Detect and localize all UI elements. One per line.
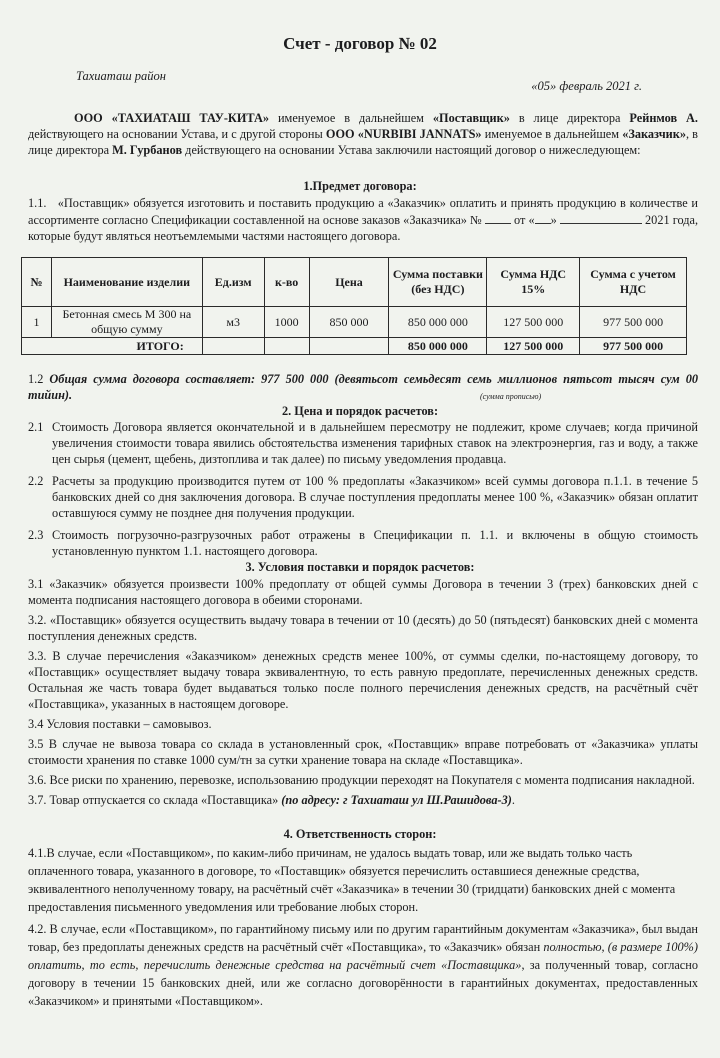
table-cell: м3	[202, 307, 264, 338]
col-header: Сумма с учетом НДС	[580, 258, 687, 307]
blank-month	[560, 211, 642, 224]
col-header: Ед.изм	[202, 258, 264, 307]
table-cell: 127 500 000	[487, 307, 580, 338]
section-4-heading: 4. Ответственность сторон:	[283, 827, 437, 841]
customer-name: ООО «NURBIBI JANNATS»	[325, 127, 482, 141]
table-cell: 850 000 000	[389, 307, 487, 338]
document-date: «05» февраль 2021 г.	[531, 79, 642, 93]
col-header: к-во	[264, 258, 309, 307]
col-header: Сумма НДС 15%	[487, 258, 580, 307]
col-header: Наименование изделии	[51, 258, 202, 307]
clause-1-1: 1.1. «Поставщик» обязуется изготовить и поставить продукцию а «Заказчик» оплатить и принять продукцию в количестве и ассортименте согласно Спецификации составленной на основе заказов «Заказчика» № от « » 2021 года, которые будут являться неотъемлемыми частями настоящего договора.	[28, 196, 699, 243]
clause-3-3: 3.3. В случае перечисления «Заказчиком» денежных средств менее 100%, от суммы сделки, по-настоящему договору, то «Поставщик» осуществляет выдачу товара эквивалентную, то есть равную предоплате, перечисленных денежных средств. Остальная же часть товара будет выдаваться только после полного перечисления денежных средств, на расчётный счёт «Поставщика», указанных в настоящем договоре.	[28, 649, 698, 711]
table-cell: 1000	[264, 307, 309, 338]
col-header: Сумма поставки (без НДС)	[389, 258, 487, 307]
table-cell: 850 000	[309, 307, 389, 338]
supplier-name: ООО «ТАХИАТАШ ТАУ-КИТА»	[74, 111, 270, 125]
col-header: №	[22, 258, 52, 307]
col-header: Цена	[309, 258, 389, 307]
amount-hint: (сумма прописью)	[480, 392, 542, 401]
specification-table	[21, 257, 687, 355]
section-2-heading: 2. Цена и порядок расчетов:	[281, 404, 439, 418]
section-3-heading: 3. Условия поставки и порядок расчетов:	[245, 560, 475, 574]
total-label: ИТОГО:	[22, 338, 203, 355]
customer-role: «Заказчик»	[622, 127, 686, 141]
table-row	[22, 307, 687, 338]
clause-4-1: 4.1.В случае, если «Поставщиком», по каким-либо причинам, не удалось выдать товар, или же выдать только часть оплаченного товара, указанного в договоре, то «Поставщик» обязуется перечислить оставшиеся денежные средства, эквивалентного неполученному товару, на расчётный счёт «Заказчика» в течении 30 (тридцати) банковских дней с момента предоставления письменного уведомления или требование любых сторон.	[28, 846, 676, 914]
blank-day	[535, 211, 551, 224]
blank-spec-number	[485, 211, 511, 224]
table-header-row	[22, 258, 687, 307]
clause-3-5: 3.5 В случае не вывоза товара со склада в установленный срок, «Поставщик» вправе потребовать от «Заказчика» уплаты стоимости хранения по ставке 1000 сум/тн за сутки хранение товара на складе «Поставщика».	[28, 737, 698, 767]
clause-3-2: 3.2. «Поставщик» обязуется осуществить выдачу товара в течении от 10 (десять) до 50 (пятьдесят) банковских дней с момента поступления денежных средств.	[28, 613, 698, 643]
table-total-row	[22, 338, 687, 355]
preamble: ООО «ТАХИАТАШ ТАУ-КИТА» именуемое в дальнейшем «Поставщик» в лице директора Рейнмов А. действующего на основании Устава, и с другой стороны ООО «NURBIBI JANNATS» именуемое в дальнейшем «Заказчик», в лице директора М. Гурбанов действующего на основании Устава заключили настоящий договор о нижеследующем:	[28, 111, 698, 157]
clause-3-7: 3.7. Товар отпускается со склада «Поставщика» (по адресу: г Тахиаташ ул Ш.Рашидова-3).	[28, 793, 515, 807]
clause-4-2: 4.2. В случае, если «Поставщиком», по гарантийному письму или по другим гарантийным документам «Заказчика», был выдан товар, без предоплаты денежных средств на расчётный счёт «Поставщика», то «Заказчик» обязан полностью, (в размере 100%) оплатить, то есть, перечислить денежные средства на расчётный счет «Поставщика», за полученный товар, согласно договору в течении 15 банковских дней, или же согласно договорённости в гарантийных документах, предоставленных «Заказчиком» и принятыми «Поставщиком».	[28, 922, 698, 1008]
table-cell: 977 500 000	[580, 307, 687, 338]
table-cell: Бетонная смесь М 300 на общую сумму	[51, 307, 202, 338]
clause-2-2: 2.2 Расчеты за продукцию производится путем от 100 % предоплаты «Заказчиком» всей суммы договора п.1.1. в течение 5 банковских дней со дня заключения договора. В случае поступления предоплаты менее 100 %, «Заказчик» обязан оплатит оставшуюся сумму не позднее дня получения продукции.	[28, 474, 698, 520]
customer-director: М. Гурбанов	[112, 143, 183, 157]
supplier-director: Рейнмов А.	[629, 111, 698, 125]
document-place: Тахиаташ район	[76, 69, 166, 83]
total-cell: 127 500 000	[487, 338, 580, 355]
clause-3-6: 3.6. Все риски по хранению, перевозке, использованию продукции переходят на Покупателя с момента подписания накладной.	[28, 773, 695, 787]
clause-3-1: 3.1 «Заказчик» обязуется произвести 100% предоплату от общей суммы Договора в течении 3 (трех) банковских дней с момента подписания настоящего договора в обеими сторонами.	[28, 577, 698, 607]
table-cell: 1	[22, 307, 52, 338]
emphasized-payment-terms: полностью, (в размере 100%) оплатить, то есть, перечислить денежные средства на расчётный счет «Поставщика»	[28, 940, 698, 972]
section-4-body	[28, 844, 698, 1010]
section-3-body	[28, 576, 698, 808]
total-cell: 977 500 000	[580, 338, 687, 355]
section-2-body	[28, 419, 698, 559]
clause-3-4: 3.4 Условия поставки – самовывоз.	[28, 717, 212, 731]
clause-1-2: 1.2 Общая сумма договора составляет: 977 500 000 (девятьсот семьдесят семь миллионов пятьсот тысяч сум 00 тийин).	[28, 372, 699, 402]
clause-2-1: 2.1 Стоимость Договора является окончательной и в дальнейшем пересмотру не подлежит, кроме случаев; когда причиной увеличения стоимости товара явились обстоятельства изменения тарифных ставок на электроэнергия, газ и воду, а также цен сырья (цемент, щебень, дизтоплива и так далее) по письму уведомления продавца.	[28, 420, 698, 466]
supplier-role: «Поставщик»	[432, 111, 510, 125]
total-amount-words: Общая сумма договора составляет: 977 500 000 (девятьсот семьдесят семь миллионов пятьсот тысяч сум 00 тийин).	[28, 372, 699, 402]
document-title: Счет - договор № 02	[283, 34, 437, 53]
total-cell: 850 000 000	[389, 338, 487, 355]
clause-2-3: 2.3 Стоимость погрузочно-разгрузочных работ отражены в Спецификации п. 1.1. и включены в общую стоимость установленную пунктом 1.1. настоящего договора.	[28, 528, 698, 558]
section-1-heading: 1.Предмет договора:	[303, 179, 417, 193]
